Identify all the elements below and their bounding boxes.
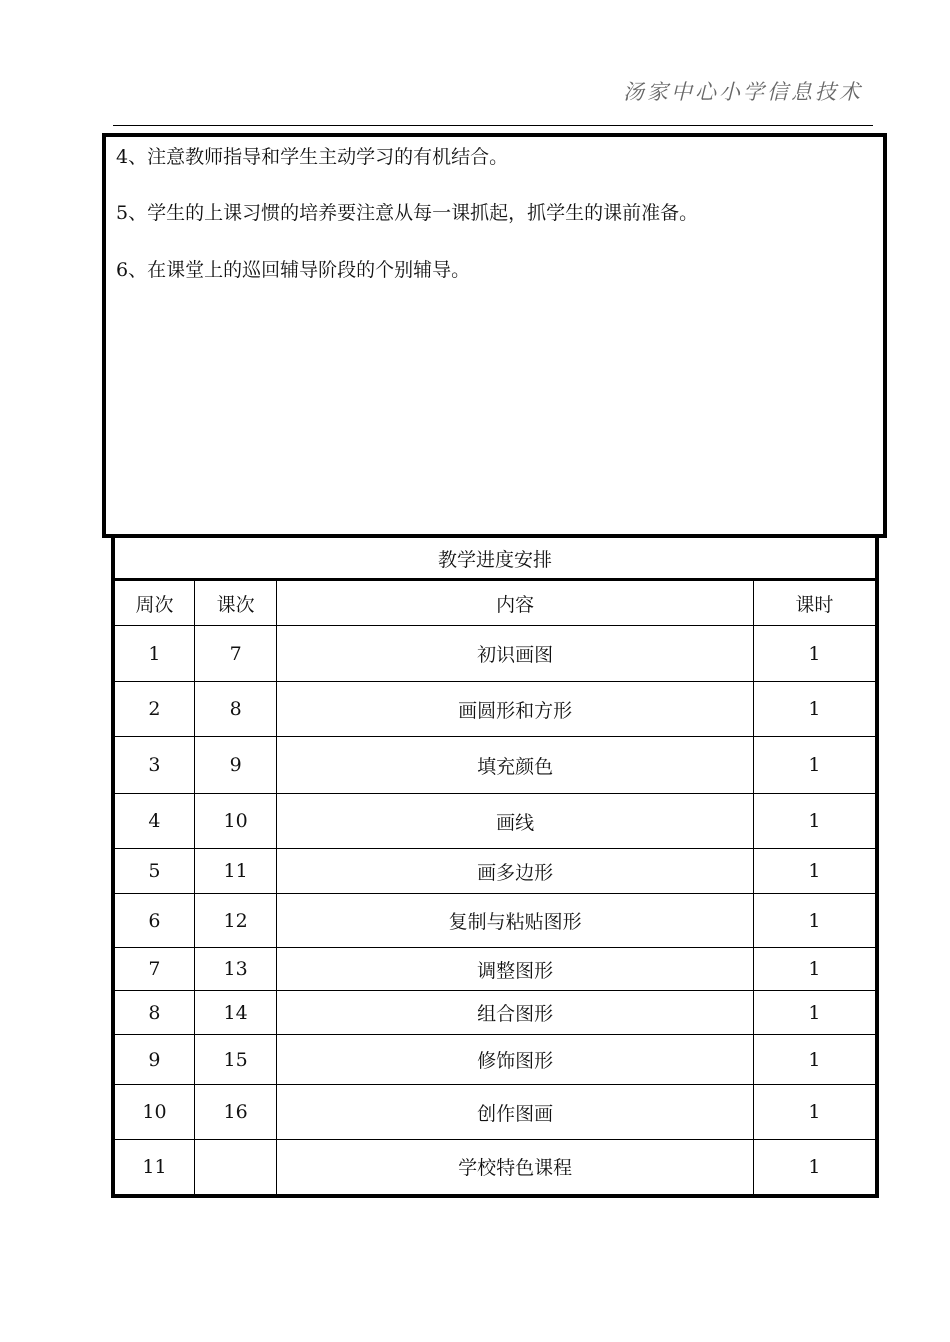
cell-lesson: 7	[194, 626, 276, 682]
column-header-content: 内容	[277, 580, 753, 626]
table-row	[113, 626, 877, 682]
table-row	[113, 991, 877, 1035]
cell-hours: 1	[753, 626, 877, 682]
cell-week: 9	[113, 1035, 194, 1085]
cell-content: 组合图形	[277, 991, 753, 1035]
column-header-week: 周次	[113, 580, 194, 626]
cell-lesson: 11	[194, 849, 276, 894]
cell-hours: 1	[753, 991, 877, 1035]
cell-content: 初识画图	[277, 626, 753, 682]
cell-lesson: 8	[194, 682, 276, 737]
cell-lesson: 16	[194, 1085, 276, 1140]
cell-content: 复制与粘贴图形	[277, 894, 753, 948]
table-row	[113, 1085, 877, 1140]
cell-hours: 1	[753, 794, 877, 849]
cell-week: 1	[113, 626, 194, 682]
note-item: 6、在课堂上的巡回辅导阶段的个别辅导。	[116, 259, 471, 281]
cell-hours: 1	[753, 682, 877, 737]
cell-lesson	[194, 1140, 276, 1196]
cell-week: 4	[113, 794, 194, 849]
cell-content: 填充颜色	[277, 737, 753, 794]
header-rule	[113, 125, 873, 126]
notes-box	[102, 133, 887, 538]
cell-week: 6	[113, 894, 194, 948]
schedule-table	[111, 537, 879, 1198]
cell-hours: 1	[753, 737, 877, 794]
table-row	[113, 794, 877, 849]
table-row	[113, 948, 877, 991]
column-header-hours: 课时	[753, 580, 877, 626]
cell-content: 学校特色课程	[277, 1140, 753, 1196]
cell-week: 2	[113, 682, 194, 737]
cell-hours: 1	[753, 948, 877, 991]
cell-hours: 1	[753, 1035, 877, 1085]
cell-week: 3	[113, 737, 194, 794]
note-item: 5、学生的上课习惯的培养要注意从每一课抓起，抓学生的课前准备。	[116, 202, 699, 224]
cell-week: 7	[113, 948, 194, 991]
cell-lesson: 13	[194, 948, 276, 991]
cell-lesson: 9	[194, 737, 276, 794]
cell-lesson: 10	[194, 794, 276, 849]
cell-lesson: 14	[194, 991, 276, 1035]
table-header-row	[113, 580, 877, 626]
cell-content: 画圆形和方形	[277, 682, 753, 737]
table-row	[113, 1140, 877, 1196]
cell-week: 5	[113, 849, 194, 894]
cell-lesson: 15	[194, 1035, 276, 1085]
cell-hours: 1	[753, 1140, 877, 1196]
cell-lesson: 12	[194, 894, 276, 948]
cell-hours: 1	[753, 849, 877, 894]
cell-content: 修饰图形	[277, 1035, 753, 1085]
table-title: 教学进度安排	[113, 538, 877, 580]
table-row	[113, 894, 877, 948]
cell-content: 调整图形	[277, 948, 753, 991]
table-row	[113, 737, 877, 794]
cell-content: 画线	[277, 794, 753, 849]
cell-week: 8	[113, 991, 194, 1035]
cell-hours: 1	[753, 1085, 877, 1140]
note-item: 4、注意教师指导和学生主动学习的有机结合。	[116, 146, 509, 168]
cell-week: 11	[113, 1140, 194, 1196]
table-row	[113, 849, 877, 894]
cell-week: 10	[113, 1085, 194, 1140]
cell-content: 画多边形	[277, 849, 753, 894]
page-header: 汤家中心小学信息技术	[623, 80, 863, 104]
cell-content: 创作图画	[277, 1085, 753, 1140]
column-header-lesson: 课次	[194, 580, 276, 626]
cell-hours: 1	[753, 894, 877, 948]
table-row	[113, 1035, 877, 1085]
table-row	[113, 682, 877, 737]
